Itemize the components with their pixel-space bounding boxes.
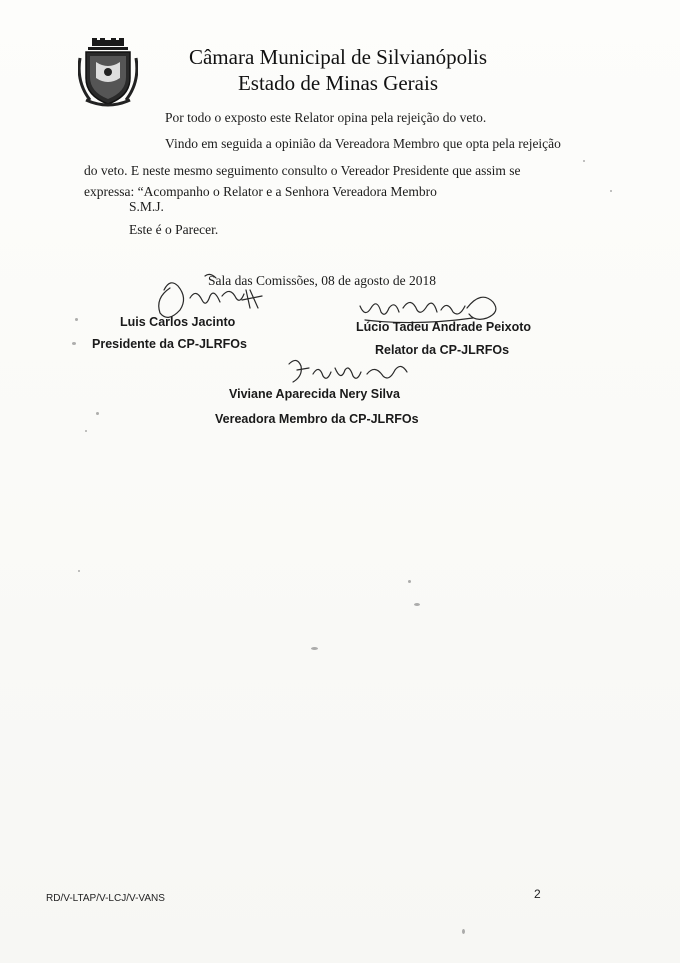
scan-speck — [408, 580, 411, 583]
scan-speck — [78, 570, 80, 572]
signatory-role: Presidente da CP-JLRFOs — [92, 337, 247, 351]
municipal-crest-icon — [78, 38, 138, 110]
paragraph-smj: S.M.J. — [129, 199, 164, 214]
signatory-name: Viviane Aparecida Nery Silva — [229, 387, 400, 401]
scan-speck — [583, 160, 585, 162]
scan-speck — [311, 647, 318, 650]
page-number: 2 — [534, 887, 541, 901]
scan-speck — [96, 412, 99, 415]
scan-speck — [72, 342, 76, 345]
paragraph-1: Por todo o exposto este Relator opina pela rejeição do veto. — [165, 110, 487, 125]
document-reference-code: RD/V-LTAP/V-LCJ/V-VANS — [46, 893, 165, 904]
paragraph-2: Vindo em seguida a opinião da Vereadora Membro que opta pela rejeição — [165, 136, 561, 151]
date-line: Sala das Comissões, 08 de agosto de 2018 — [208, 273, 436, 288]
letterhead-title: Câmara Municipal de Silvianópolis — [188, 45, 488, 69]
signatory-role: Vereadora Membro da CP-JLRFOs — [215, 412, 419, 426]
scan-speck — [610, 190, 612, 192]
signatory-name: Luis Carlos Jacinto — [120, 315, 236, 329]
paragraph-3: do veto. E neste mesmo seguimento consulto o Vereador Presidente que assim se — [84, 163, 521, 178]
scan-speck — [75, 318, 78, 321]
scan-speck — [462, 929, 465, 934]
paragraph-closing: Este é o Parecer. — [129, 222, 219, 237]
letterhead — [168, 44, 508, 96]
signatory-name: Lúcio Tadeu Andrade Peixoto — [356, 320, 532, 334]
paragraph-4: expressa: “Acompanho o Relator e a Senhora Vereadora Membro — [84, 184, 437, 199]
scan-speck — [85, 430, 87, 432]
signatory-role: Relator da CP-JLRFOs — [375, 343, 510, 357]
signature-vereadora — [283, 352, 413, 388]
letterhead-subtitle: Estado de Minas Gerais — [237, 71, 439, 95]
scan-speck — [414, 603, 420, 606]
